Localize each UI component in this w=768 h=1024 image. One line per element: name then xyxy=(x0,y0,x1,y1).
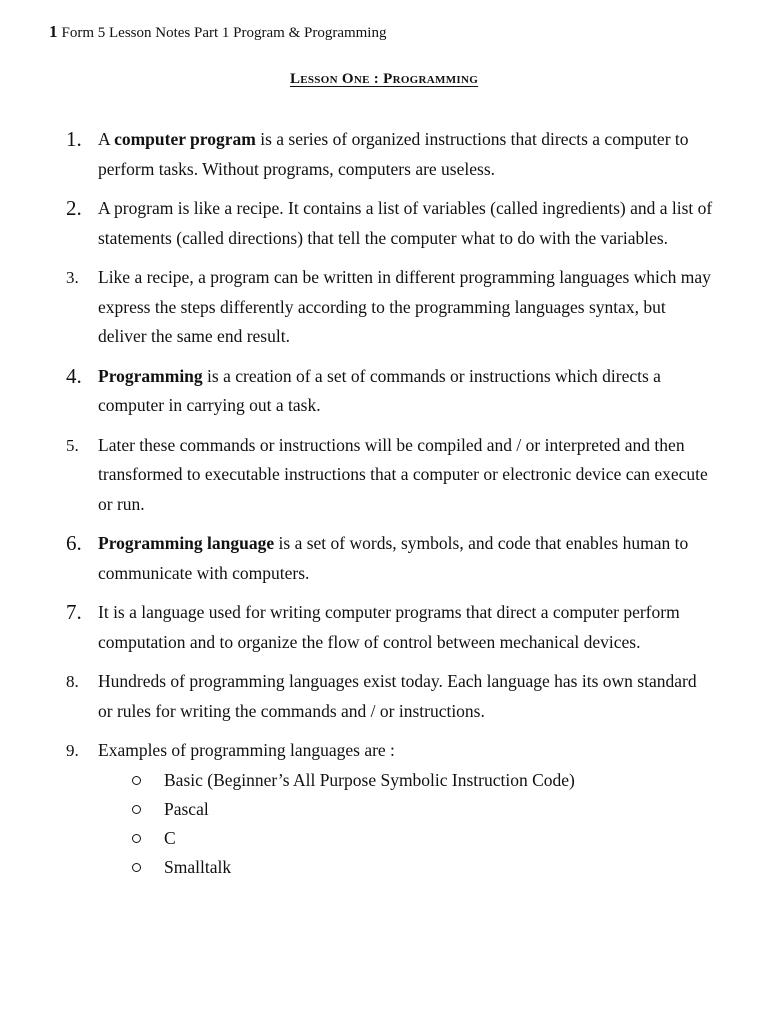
item-number: 3. xyxy=(66,268,79,287)
lesson-title xyxy=(0,69,768,89)
item-number: 8. xyxy=(66,672,79,691)
header-text: Form 5 Lesson Notes Part 1 Program & Programming xyxy=(61,25,387,41)
example-text: C xyxy=(164,827,176,848)
item-text: Examples of programming languages are : xyxy=(98,740,395,760)
list-item xyxy=(0,529,768,588)
list-item xyxy=(0,667,768,726)
item-text: is a creation of a set of commands or instructions which directs a computer in carrying out a task. xyxy=(98,365,661,415)
example-text: Smalltalk xyxy=(164,856,232,877)
list-item xyxy=(0,263,768,352)
item-term: computer program xyxy=(114,129,256,149)
example-item xyxy=(98,824,713,853)
example-item xyxy=(98,853,713,882)
list-item xyxy=(0,598,768,657)
hollow-bullet-icon xyxy=(132,805,141,814)
example-text: Pascal xyxy=(164,798,209,819)
item-text: Later these commands or instructions will be compiled and / or interpreted and then transformed to executable instructions that a computer or electronic device can execute or run. xyxy=(98,434,708,514)
list-item xyxy=(0,736,768,882)
item-number: 2. xyxy=(66,196,82,220)
example-item xyxy=(98,795,713,824)
list-item xyxy=(0,431,768,520)
item-number: 7. xyxy=(66,600,82,624)
page-header xyxy=(49,22,386,43)
examples-list xyxy=(98,766,713,882)
notes-list xyxy=(0,125,768,892)
item-text: is a series of organized instructions that directs a computer to perform tasks. Without programs, computers are useless. xyxy=(98,129,689,179)
page-number: 1 xyxy=(49,22,58,41)
item-text: A program is like a recipe. It contains a list of variables (called ingredients) and a list of statements (called directions) that tell the computer what to do with the variables. xyxy=(98,198,713,248)
example-text: Basic (Beginner’s All Purpose Symbolic Instruction Code) xyxy=(164,769,575,790)
item-text-pre: A xyxy=(98,129,115,149)
list-item xyxy=(0,194,768,253)
hollow-bullet-icon xyxy=(132,834,141,843)
lesson-title-text: Lesson One : Programming xyxy=(289,71,479,87)
item-text: Hundreds of programming languages exist today. Each language has its own standard or rules for writing the commands and / or instructions. xyxy=(98,671,697,721)
item-number: 6. xyxy=(66,531,82,555)
item-term: Programming language xyxy=(98,533,275,553)
hollow-bullet-icon xyxy=(132,776,141,785)
item-number: 1. xyxy=(66,127,82,151)
item-text: is a set of words, symbols, and code that enables human to communicate with computers. xyxy=(98,533,689,583)
example-item xyxy=(98,766,713,795)
item-text: Like a recipe, a program can be written in different programming languages which may express the steps differently according to the programming languages syntax, but deliver the same end result. xyxy=(98,267,711,346)
item-number: 4. xyxy=(66,363,82,388)
hollow-bullet-icon xyxy=(132,863,141,872)
list-item xyxy=(0,125,768,184)
list-item xyxy=(0,362,768,421)
item-number: 5. xyxy=(66,435,79,455)
item-text: It is a language used for writing computer programs that direct a computer perform computation and to organize the flow of control between mechanical devices. xyxy=(98,602,680,652)
item-number: 9. xyxy=(66,741,79,760)
item-term: Programming xyxy=(98,365,203,386)
